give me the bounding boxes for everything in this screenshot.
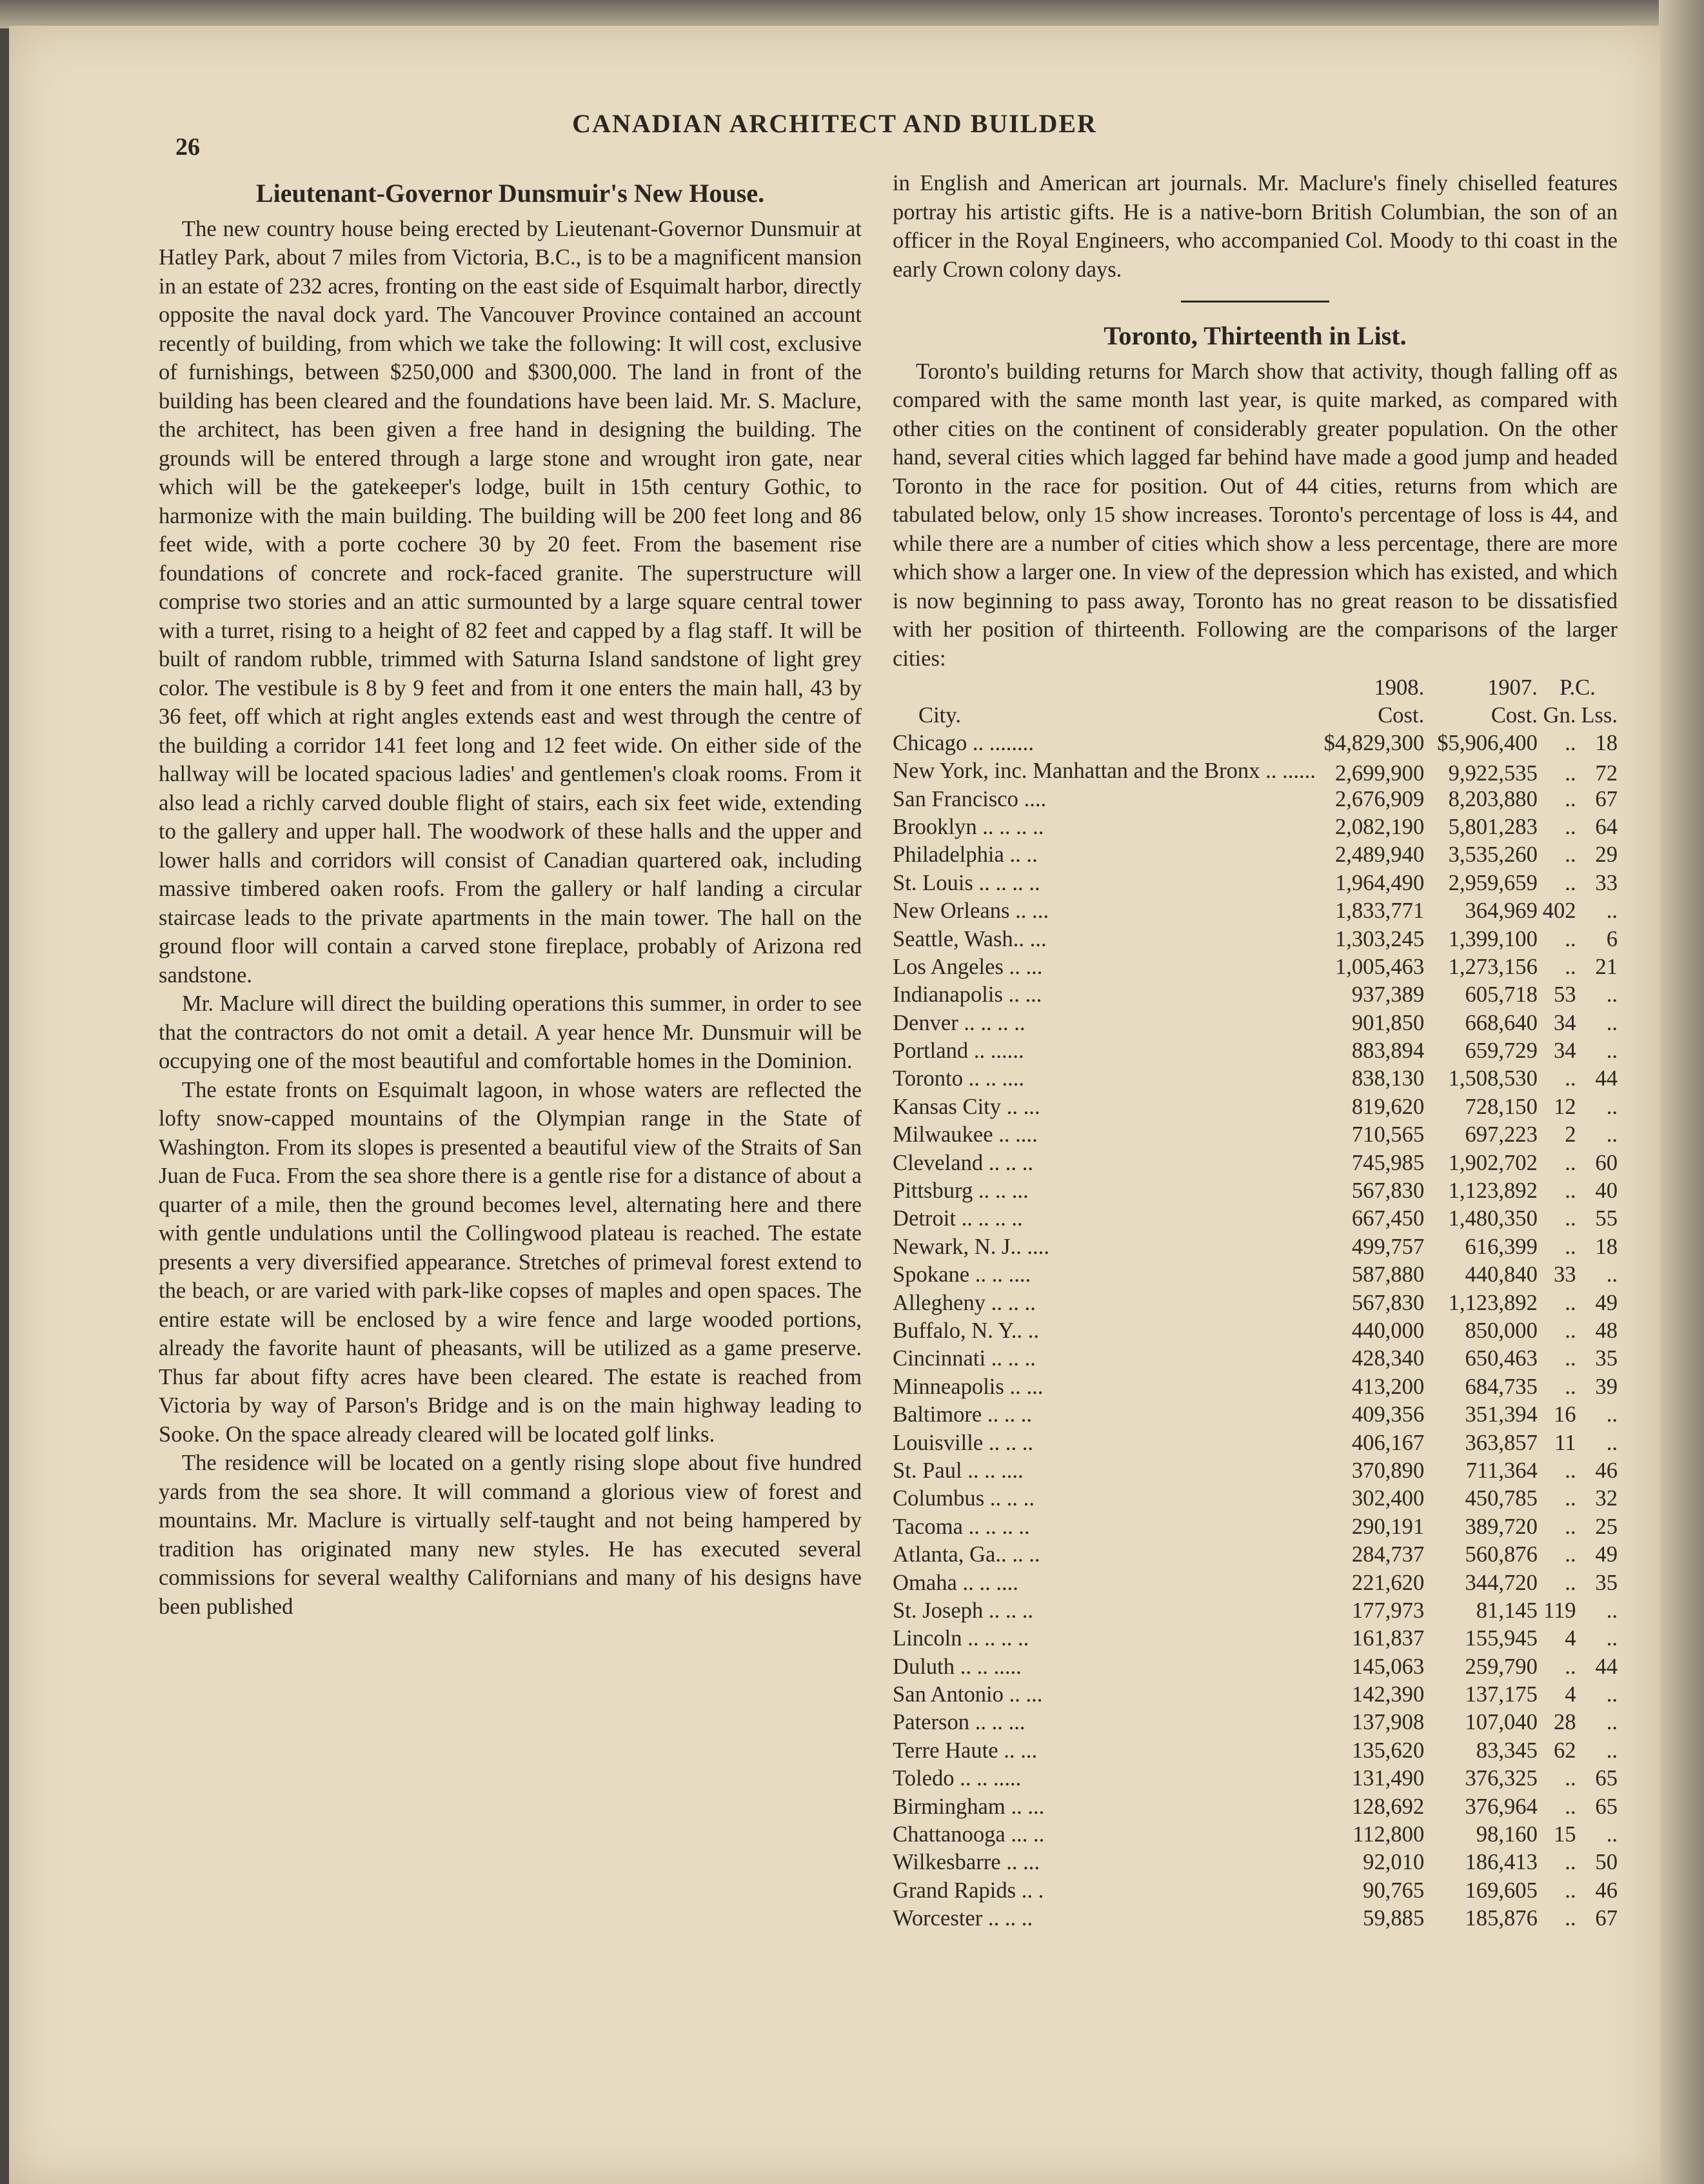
cost-1908-cell: 1,833,771	[1334, 898, 1425, 924]
cost-1908-cell: 937,389	[1351, 982, 1425, 1008]
header-loss: Lss.	[1581, 703, 1618, 728]
table-row	[893, 1374, 1618, 1402]
cost-1907-cell: 1,123,892	[1448, 1290, 1538, 1315]
cost-1907-cell: 344,720	[1465, 1570, 1538, 1595]
loss-cell: ..	[1606, 1122, 1618, 1147]
loss-cell: ..	[1606, 1682, 1618, 1707]
cost-1908-cell: 131,490	[1351, 1766, 1425, 1791]
city-cell: Kansas City .. ...	[893, 1094, 1040, 1119]
table-row	[893, 1738, 1618, 1765]
cost-1907-cell: 259,790	[1465, 1654, 1538, 1679]
cost-1907-cell: 668,640	[1465, 1010, 1538, 1035]
gain-cell: ..	[1565, 1570, 1576, 1595]
city-cell: Birmingham .. ...	[893, 1794, 1045, 1819]
table-row	[893, 842, 1618, 869]
loss-cell: ..	[1606, 1822, 1618, 1847]
table-row	[893, 1765, 1618, 1793]
city-cell: St. Louis .. .. .. ..	[893, 870, 1040, 895]
table-row	[893, 1178, 1618, 1206]
city-cell: Terre Haute .. ...	[893, 1738, 1038, 1763]
cost-1908-cell: 667,450	[1351, 1206, 1425, 1231]
table-row	[893, 1318, 1618, 1345]
table-row	[893, 1234, 1618, 1262]
cost-1907-cell: 83,345	[1476, 1738, 1538, 1763]
table-row	[893, 1066, 1618, 1093]
loss-cell: 44	[1595, 1066, 1618, 1091]
gain-cell: ..	[1565, 1374, 1576, 1399]
article-paragraph: Toronto's building returns for March show that activity, though falling off as compared with the same month last year, is quite marked, as compared with other cities on the continent of considerably greater population. On the other hand, several cities which lagged far behind have made a good jump and headed Toronto in the race for position. Out of 44 cities, returns from which are tabulated below, only 15 show increases. Toronto's percentage of loss is 44, and while there are a number of cities which show a less percentage, there are more which show a larger one. In view of the depression which has existed, and which is now beginning to pass away, Toronto has no great reason to be dissatisfied with her position of thirteenth. Following are the comparisons of the larger cities:	[893, 359, 1618, 671]
gain-cell: ..	[1565, 1654, 1576, 1679]
table-row	[893, 1654, 1618, 1682]
loss-cell: 50	[1595, 1850, 1618, 1875]
cost-1908-cell: 137,908	[1351, 1710, 1425, 1735]
cost-1908-cell: 413,200	[1351, 1374, 1425, 1399]
city-cell: Spokane .. .. ....	[893, 1262, 1031, 1287]
cost-1907-cell: 1,480,350	[1448, 1206, 1538, 1231]
gain-cell: 15	[1554, 1822, 1576, 1847]
city-cell: St. Joseph .. .. ..	[893, 1598, 1034, 1623]
cost-1907-cell: 650,463	[1465, 1346, 1538, 1371]
gain-cell: 11	[1554, 1430, 1576, 1455]
cost-1908-cell: 2,489,940	[1334, 842, 1425, 868]
city-cell: Detroit .. .. .. ..	[893, 1206, 1023, 1231]
table-row	[893, 982, 1618, 1009]
loss-cell: ..	[1606, 1010, 1618, 1035]
table-header-row	[893, 674, 1618, 702]
city-cell: Columbus .. .. ..	[893, 1486, 1035, 1511]
table-row	[893, 1458, 1618, 1485]
article-paragraph: The residence will be located on a gently rising slope about five hundred yards from the sea shore. It will command a glorious view of forest and mountains. Mr. Maclure is virtually self-taught and not being hampered by tradition has originated many new styles. He has executed several commissions for several wealthy Californians and many of his designs have been published	[159, 1451, 862, 1619]
loss-cell: ..	[1606, 1710, 1618, 1735]
table-row	[893, 1345, 1618, 1373]
cost-1907-cell: 850,000	[1465, 1318, 1538, 1343]
table-row	[893, 814, 1618, 842]
loss-cell: 55	[1595, 1206, 1618, 1231]
city-cell: New York, inc. Manhattan and the Bronx .. ......	[893, 759, 1316, 784]
gain-cell: ..	[1565, 1542, 1576, 1567]
loss-cell: 18	[1595, 1234, 1618, 1259]
city-cell: New Orleans .. ...	[893, 898, 1049, 924]
table-row	[893, 730, 1618, 758]
city-cell: Brooklyn .. .. .. ..	[893, 814, 1044, 839]
cost-1907-cell: 711,364	[1465, 1458, 1538, 1483]
gain-cell: ..	[1565, 1066, 1576, 1091]
table-row	[893, 1262, 1618, 1289]
table-row	[893, 758, 1618, 786]
table-row	[893, 926, 1618, 954]
loss-cell: 49	[1595, 1290, 1618, 1315]
header-cost-1908: Cost.	[1378, 703, 1425, 728]
table-row	[893, 1206, 1618, 1233]
city-cell: Duluth .. .. .....	[893, 1654, 1022, 1679]
gain-cell: 402	[1542, 898, 1576, 924]
cost-1908-cell: 838,130	[1351, 1066, 1425, 1091]
cost-1907-cell: 5,801,283	[1448, 814, 1538, 839]
loss-cell: ..	[1606, 1598, 1618, 1623]
loss-cell: 35	[1595, 1346, 1618, 1371]
cost-1907-cell: 137,175	[1465, 1682, 1538, 1707]
gain-cell: ..	[1565, 1234, 1576, 1259]
gain-cell: ..	[1565, 1906, 1576, 1931]
cost-1908-cell: 1,964,490	[1334, 870, 1425, 895]
gain-cell: 16	[1554, 1402, 1576, 1427]
cost-1907-cell: $5,906,400	[1437, 730, 1538, 755]
city-cell: Seattle, Wash.. ...	[893, 926, 1047, 951]
cost-1907-cell: 186,413	[1465, 1850, 1538, 1875]
cost-1908-cell: 161,837	[1351, 1626, 1425, 1651]
loss-cell: 35	[1595, 1570, 1618, 1595]
cost-1907-cell: 450,785	[1465, 1486, 1538, 1511]
cost-1907-cell: 659,729	[1465, 1038, 1538, 1064]
cost-1907-cell: 2,959,659	[1448, 870, 1538, 895]
cost-1908-cell: 440,000	[1351, 1318, 1425, 1343]
gain-cell: ..	[1565, 760, 1576, 786]
table-row	[893, 1150, 1618, 1178]
gain-cell: 53	[1554, 982, 1576, 1008]
cost-1908-cell: 409,356	[1351, 1402, 1425, 1427]
table-row	[893, 786, 1618, 814]
table-row	[893, 1038, 1618, 1066]
cost-1907-cell: 728,150	[1465, 1094, 1538, 1119]
gain-cell: ..	[1565, 786, 1576, 811]
loss-cell: 6	[1606, 926, 1618, 951]
city-cell: Louisville .. .. ..	[893, 1430, 1034, 1455]
article-title-toronto: Toronto, Thirteenth in List.	[1104, 321, 1407, 350]
gain-cell: ..	[1565, 1318, 1576, 1343]
gain-cell: 62	[1554, 1738, 1576, 1763]
article-paragraph: The estate fronts on Esquimalt lagoon, in whose waters are reflected the lofty snow-capped mountains of the Olympian range in the State of Washington. From its slopes is presented a beautiful view of the Straits of San Juan de Fuca. From the sea shore there is a gentle rise for a distance of about a quarter of a mile, then the ground becomes level, alternating here and there with gentle undulations until the Collingwood plateau is reached. The estate presents a very diversified appearance. Stretches of primeval forest extend to the beach, or are varied with park-like copses of maples and open spaces. The entire estate will be enclosed by a wire fence and large wooded portions, already the favorite haunt of pheasants, will be utilized as a game preserve. Thus far about fifty acres have been cleared. The estate is reached from Victoria by way of Parson's Bridge and is on the main highway leading to Sooke. On the space already cleared will be located golf links.	[159, 1077, 862, 1447]
loss-cell: 72	[1595, 760, 1618, 786]
loss-cell: ..	[1606, 1738, 1618, 1763]
city-cell: Pittsburg .. .. ...	[893, 1178, 1029, 1204]
cost-1907-cell: 8,203,880	[1448, 786, 1538, 811]
gain-cell: ..	[1565, 1150, 1576, 1175]
gain-cell: 2	[1565, 1122, 1576, 1147]
table-row	[893, 1402, 1618, 1429]
cost-1908-cell: 745,985	[1351, 1150, 1425, 1175]
gain-cell: ..	[1565, 1178, 1576, 1204]
gain-cell: 28	[1554, 1710, 1576, 1735]
table-header-row	[893, 702, 1618, 730]
city-cell: St. Paul .. .. ....	[893, 1458, 1024, 1483]
city-cell: Indianapolis .. ...	[893, 982, 1042, 1008]
page-edge-top	[0, 0, 1704, 28]
cost-1907-cell: 389,720	[1465, 1514, 1538, 1539]
cost-1908-cell: 883,894	[1351, 1038, 1425, 1064]
gain-cell: 4	[1565, 1682, 1576, 1707]
gain-cell: ..	[1565, 1346, 1576, 1371]
cost-1908-cell: 128,692	[1351, 1794, 1425, 1819]
header-cost-1907: Cost.	[1491, 703, 1538, 728]
cost-1908-cell: 710,565	[1351, 1122, 1425, 1147]
cost-1907-cell: 560,876	[1465, 1542, 1538, 1567]
table-row	[893, 1430, 1618, 1458]
city-cell: Tacoma .. .. .. ..	[893, 1514, 1030, 1539]
table-row	[893, 1849, 1618, 1877]
loss-cell: 29	[1595, 842, 1618, 868]
cost-1907-cell: 1,902,702	[1448, 1150, 1538, 1175]
loss-cell: ..	[1606, 898, 1618, 924]
loss-cell: ..	[1606, 1262, 1618, 1287]
loss-cell: 49	[1595, 1542, 1618, 1567]
cost-1907-cell: 155,945	[1465, 1626, 1538, 1651]
table-row	[893, 1905, 1618, 1933]
table-row	[893, 1878, 1618, 1905]
city-cell: Newark, N. J.. ....	[893, 1234, 1049, 1259]
cost-1907-cell: 605,718	[1465, 982, 1538, 1008]
cost-1908-cell: 1,303,245	[1334, 926, 1425, 951]
city-cell: Portland .. ......	[893, 1038, 1024, 1064]
gain-cell: 4	[1565, 1626, 1576, 1651]
table-row	[893, 870, 1618, 898]
gain-cell: ..	[1565, 814, 1576, 839]
table-row	[893, 1290, 1618, 1318]
city-cell: Wilkesbarre .. ...	[893, 1850, 1040, 1875]
city-cell: Paterson .. .. ...	[893, 1710, 1025, 1735]
cost-1908-cell: 370,890	[1351, 1458, 1425, 1483]
city-cell: Toronto .. .. ....	[893, 1066, 1025, 1091]
cost-1907-cell: 1,273,156	[1448, 954, 1538, 979]
city-cell: Milwaukee .. ....	[893, 1122, 1038, 1147]
table-row	[893, 898, 1618, 926]
page-header	[9, 108, 1660, 161]
loss-cell: 25	[1595, 1514, 1618, 1539]
cost-1907-cell: 376,964	[1465, 1794, 1538, 1819]
loss-cell: 67	[1595, 786, 1618, 811]
cost-1908-cell: 92,010	[1363, 1850, 1425, 1875]
loss-cell: 64	[1595, 814, 1618, 839]
loss-cell: 60	[1595, 1150, 1618, 1175]
article-continuation: in English and American art journals. Mr. Maclure's finely chiselled features portray his artistic gifts. He is a native-born British Columbian, the son of an officer in the Royal Engineers, who accompanied Col. Moody to thi coast in the early Crown colony days.	[893, 171, 1618, 282]
loss-cell: 40	[1595, 1178, 1618, 1204]
gain-cell: ..	[1565, 730, 1576, 755]
gain-cell: ..	[1565, 1290, 1576, 1315]
loss-cell: 21	[1595, 954, 1618, 979]
city-cell: Minneapolis .. ...	[893, 1374, 1044, 1399]
cost-1908-cell: 499,757	[1351, 1234, 1425, 1259]
cost-1908-cell: 901,850	[1351, 1010, 1425, 1035]
cost-1908-cell: 112,800	[1352, 1822, 1425, 1847]
gain-cell: ..	[1565, 1458, 1576, 1483]
loss-cell: ..	[1606, 1094, 1618, 1119]
cost-1907-cell: 1,508,530	[1448, 1066, 1538, 1091]
gain-cell: 119	[1543, 1598, 1576, 1623]
section-divider	[1181, 301, 1329, 303]
cost-1908-cell: 177,973	[1351, 1598, 1425, 1623]
cost-1907-cell: 1,399,100	[1448, 926, 1538, 951]
cost-1908-cell: 284,737	[1351, 1542, 1425, 1567]
cost-1908-cell: 2,082,190	[1334, 814, 1425, 839]
cost-1907-cell: 697,223	[1465, 1122, 1538, 1147]
cost-1908-cell: 302,400	[1351, 1486, 1425, 1511]
gain-cell: 12	[1554, 1094, 1576, 1119]
article-paragraph: The new country house being erected by Lieutenant-Governor Dunsmuir at Hatley Park, about 7 miles from Victoria, B.C., is to be a magnificent mansion in an estate of 232 acres, fronting on the east side of Esquimalt harbor, directly opposite the naval dock yard. The Vancouver Province contained an account recently of building, from which we take the following: It will cost, exclusive of furnishings, between $250,000 and $300,000. The land in front of the building has been cleared and the foundations have been laid. Mr. S. Maclure, the architect, has been given a free hand in designing the building. The grounds will be entered through a large stone and wrought iron gate, near which will be the gatekeeper's lodge, built in 15th century Gothic, to harmonize with the main building. The building will be 200 feet long and 86 feet wide, with a porte cochere 30 by 20 feet. From the basement rise foundations of concrete and rock-faced granite. The superstructure will comprise two stories and an attic surmounted by a large square central tower with a turret, rising to a height of 82 feet and capped by a flag staff. It will be built of random rubble, trimmed with Saturna Island sandstone of light grey color. The vestibule is 8 by 9 feet and from it one enters the main hall, 43 by 36 feet, off which at right angles extends east and west through the centre of the building a corridor 141 feet long and 12 feet wide. On either side of the hallway will be located spacious ladies' and gentlemen's cloak rooms. From it also lead a richly carved double flight of stairs, each six feet wide, extending to the gallery and upper hall. The woodwork of these halls and the upper and lower halls and corridors will consist of Canadian quartered oak, including massive timbered oaken roofs. From the gallery or half landing a circular staircase leads to the private apartments in the main tower. The hall on the ground floor will contain a carved stone fireplace, probably of Arizona red sandstone.	[159, 216, 862, 988]
cost-1907-cell: 616,399	[1465, 1234, 1538, 1259]
cost-1907-cell: 185,876	[1465, 1906, 1538, 1931]
loss-cell: 18	[1595, 730, 1618, 755]
city-cell: Atlanta, Ga.. .. ..	[893, 1542, 1040, 1567]
loss-cell: 65	[1595, 1794, 1618, 1819]
loss-cell: ..	[1606, 1626, 1618, 1651]
city-cell: Buffalo, N. Y.. ..	[893, 1318, 1040, 1343]
header-year-1907: 1907.	[1487, 675, 1538, 700]
cost-1908-cell: 406,167	[1351, 1430, 1425, 1455]
table-row	[893, 1514, 1618, 1542]
loss-cell: ..	[1606, 982, 1618, 1008]
table-row	[893, 1598, 1618, 1625]
city-cell: Philadelphia .. ..	[893, 842, 1038, 868]
city-cell: San Antonio .. ...	[893, 1682, 1043, 1707]
cost-1908-cell: 221,620	[1351, 1570, 1425, 1595]
gain-cell: ..	[1565, 926, 1576, 951]
cost-1907-cell: 1,123,892	[1448, 1178, 1538, 1204]
loss-cell: 67	[1595, 1906, 1618, 1931]
header-pc: P.C.	[1560, 675, 1596, 700]
table-row	[893, 1709, 1618, 1737]
city-cell: Allegheny .. .. ..	[893, 1290, 1036, 1315]
city-cell: Grand Rapids .. .	[893, 1878, 1044, 1903]
loss-cell: 33	[1595, 870, 1618, 895]
city-cell: San Francisco ....	[893, 786, 1047, 811]
loss-cell: 46	[1595, 1458, 1618, 1483]
city-cell: Omaha .. .. ....	[893, 1570, 1018, 1595]
loss-cell: 39	[1595, 1374, 1618, 1399]
cost-1907-cell: 376,325	[1465, 1766, 1538, 1791]
cost-1907-cell: 351,394	[1465, 1402, 1538, 1427]
gain-cell: ..	[1565, 1794, 1576, 1819]
table-row	[893, 954, 1618, 982]
gain-cell: 33	[1554, 1262, 1576, 1287]
city-cell: Los Angeles .. ...	[893, 954, 1043, 979]
gain-cell: ..	[1565, 1766, 1576, 1791]
loss-cell: ..	[1606, 1038, 1618, 1064]
loss-cell: 65	[1595, 1766, 1618, 1791]
cost-1908-cell: 428,340	[1351, 1346, 1425, 1371]
table-row	[893, 1625, 1618, 1653]
gain-cell: ..	[1565, 1850, 1576, 1875]
table-row	[893, 1485, 1618, 1513]
city-cell: Chattanooga ... ..	[893, 1822, 1045, 1847]
cost-1908-cell: 145,063	[1351, 1654, 1425, 1679]
loss-cell: 32	[1595, 1486, 1618, 1511]
cost-1908-cell: 1,005,463	[1334, 954, 1425, 979]
loss-cell: ..	[1606, 1402, 1618, 1427]
cost-1908-cell: 2,699,900	[1334, 760, 1425, 786]
city-cell: Lincoln .. .. .. ..	[893, 1626, 1029, 1651]
gain-cell: ..	[1565, 1486, 1576, 1511]
cost-1907-cell: 363,857	[1465, 1430, 1538, 1455]
city-cell: Denver .. .. .. ..	[893, 1010, 1025, 1035]
cost-1907-cell: 169,605	[1465, 1878, 1538, 1903]
cost-1908-cell: $4,829,300	[1323, 730, 1425, 755]
table-row	[893, 1122, 1618, 1149]
loss-cell: ..	[1606, 1430, 1618, 1455]
header-city: City.	[918, 703, 961, 728]
gain-cell: ..	[1565, 1206, 1576, 1231]
cost-1907-cell: 684,735	[1465, 1374, 1538, 1399]
city-cell: Baltimore .. .. ..	[893, 1402, 1033, 1427]
left-column	[159, 175, 862, 1621]
cost-1908-cell: 290,191	[1351, 1514, 1425, 1539]
table-row	[893, 1570, 1618, 1598]
cost-1908-cell: 819,620	[1351, 1094, 1425, 1119]
table-row	[893, 1010, 1618, 1038]
cost-1907-cell: 3,535,260	[1448, 842, 1538, 868]
loss-cell: 48	[1595, 1318, 1618, 1343]
cost-1908-cell: 90,765	[1363, 1878, 1425, 1903]
article-title-dunsmuir: Lieutenant-Governor Dunsmuir's New House.	[255, 179, 765, 208]
gain-cell: ..	[1565, 954, 1576, 979]
article-paragraph: Mr. Maclure will direct the building operations this summer, in order to see that the contractors do not omit a detail. A year hence Mr. Dunsmuir will be occupying one of the most beautiful and comfortable homes in the Dominion.	[159, 991, 862, 1073]
cost-1907-cell: 107,040	[1465, 1710, 1538, 1735]
cost-1907-cell: 364,969	[1465, 898, 1538, 924]
loss-cell: 46	[1595, 1878, 1618, 1903]
cost-1908-cell: 567,830	[1351, 1290, 1425, 1315]
cost-1908-cell: 142,390	[1351, 1682, 1425, 1707]
right-column	[893, 169, 1618, 1934]
cost-1907-cell: 9,922,535	[1448, 760, 1538, 786]
cost-1908-cell: 2,676,909	[1334, 786, 1425, 811]
magazine-page	[9, 26, 1660, 2184]
cost-1908-cell: 587,880	[1351, 1262, 1425, 1287]
city-cell: Chicago .. ........	[893, 730, 1034, 755]
city-cell: Cincinnati .. .. ..	[893, 1346, 1036, 1371]
page-number: 26	[175, 134, 200, 161]
loss-cell: 44	[1595, 1654, 1618, 1679]
gain-cell: ..	[1565, 870, 1576, 895]
cost-1907-cell: 98,160	[1476, 1822, 1538, 1847]
table-row	[893, 1822, 1618, 1849]
cost-1908-cell: 567,830	[1351, 1178, 1425, 1204]
city-cell: Toledo .. .. .....	[893, 1766, 1022, 1791]
city-cell: Cleveland .. .. ..	[893, 1150, 1033, 1175]
city-cell: Worcester .. .. ..	[893, 1906, 1033, 1931]
cost-1907-cell: 440,840	[1465, 1262, 1538, 1287]
building-returns-table	[893, 674, 1618, 1934]
header-year-1908: 1908.	[1374, 675, 1425, 700]
cost-1908-cell: 59,885	[1363, 1906, 1425, 1931]
running-head: CANADIAN ARCHITECT AND BUILDER	[572, 109, 1097, 138]
gain-cell: 34	[1554, 1038, 1576, 1064]
gain-cell: 34	[1554, 1010, 1576, 1035]
table-row	[893, 1094, 1618, 1122]
gain-cell: ..	[1565, 842, 1576, 868]
cost-1907-cell: 81,145	[1476, 1598, 1538, 1623]
page-edge-right	[1659, 0, 1704, 2184]
cost-1908-cell: 135,620	[1351, 1738, 1425, 1763]
gain-cell: ..	[1565, 1878, 1576, 1903]
table-row	[893, 1682, 1618, 1709]
header-gain: Gn.	[1543, 703, 1576, 728]
table-row	[893, 1542, 1618, 1569]
gain-cell: ..	[1565, 1514, 1576, 1539]
table-row	[893, 1794, 1618, 1822]
